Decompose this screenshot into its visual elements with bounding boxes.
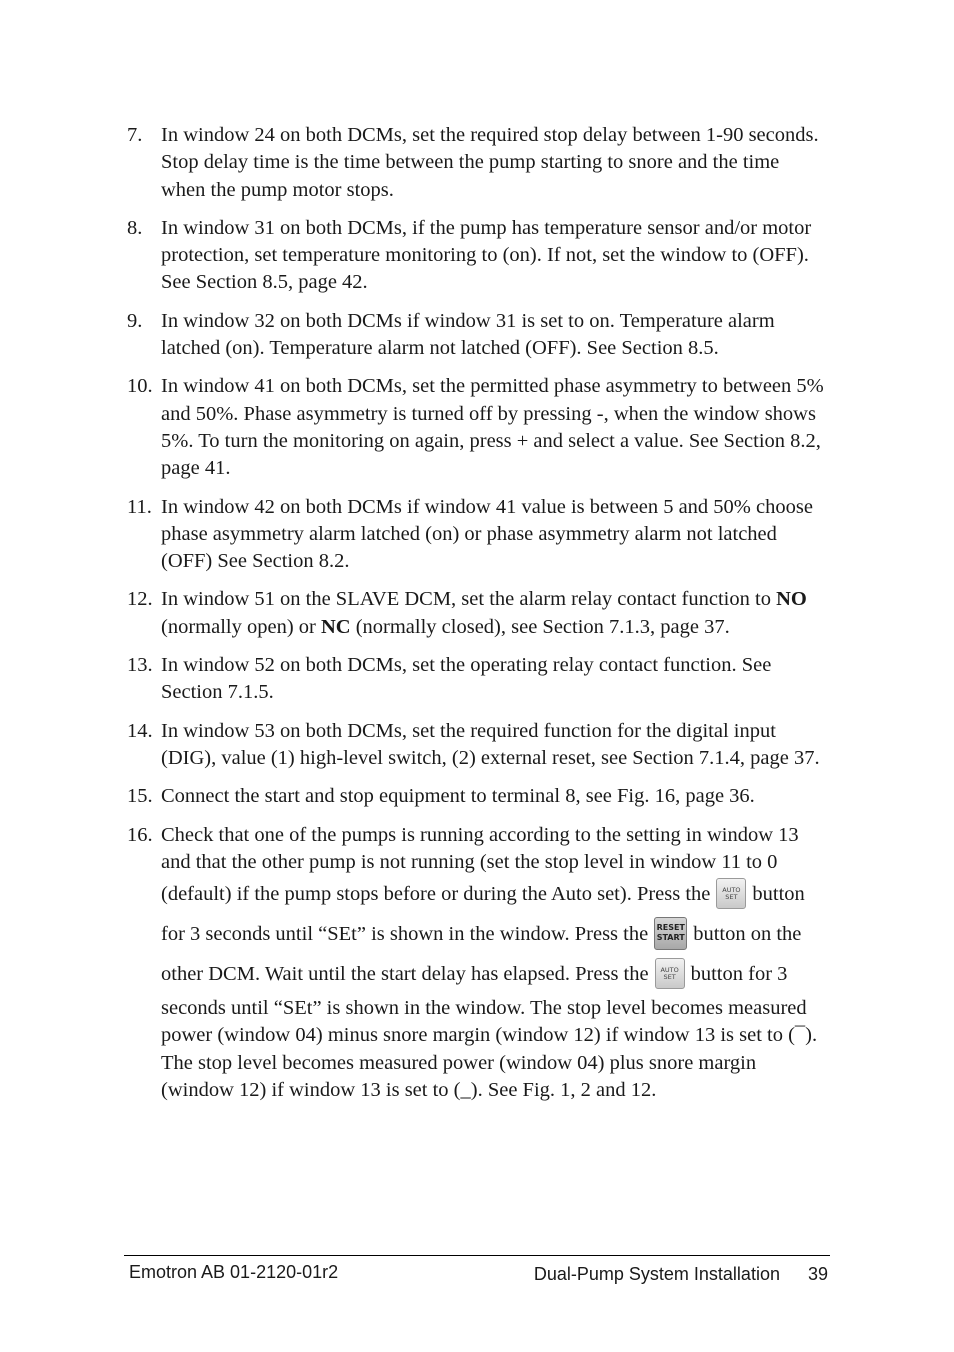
step-text-segment: button for 3 seconds until “SEt” is shown in the window. Press the: [161, 883, 805, 946]
normally-closed-abbrev: NC: [320, 615, 351, 638]
list-item: [127, 783, 827, 810]
step-text-segment: Check that one of the pumps is running according to the setting in window 13 and that the other pump is not running (set the stop level in window 11 to 0 (default) if the pump stops before or during the Auto set). Press the: [161, 823, 799, 906]
step-number: 10.: [127, 375, 153, 398]
list-item: [127, 308, 827, 363]
auto-set-label-line1: AUTO: [660, 966, 679, 975]
step-text-segment: button for 3 seconds until “SEt” is shown in the window. The stop level becomes measured power (window 04) minus snore margin (window 12) if window 13 is set to (¯). The stop level becomes measured power (window 04) plus snore margin (window 12) if window 13 is set to (_). See Fig. 1, 2 and 12.: [161, 963, 818, 1102]
list-item: [127, 822, 827, 1105]
auto-set-label-line2: SET: [663, 973, 676, 982]
reset-start-button-icon: [654, 917, 687, 950]
step-text-segment: (normally open) or: [161, 615, 321, 638]
auto-set-button-icon: [655, 958, 685, 989]
step-text-segment: (normally closed), see Section 7.1.3, page 37.: [350, 615, 730, 638]
step-text-segment: button on the other DCM. Wait until the start delay has elapsed. Press the: [161, 923, 802, 986]
reset-start-label-line1: RESET: [656, 923, 685, 933]
step-number: 8.: [127, 216, 143, 239]
footer-document-id: Emotron AB 01-2120-01r2: [129, 1262, 339, 1282]
step-number: 7.: [127, 124, 143, 146]
footer-chapter-title: Dual-Pump System Installation: [533, 1264, 780, 1284]
step-text: In window 53 on both DCMs, set the required function for the digital input (DIG), value (1) high-level switch, (2) external reset, see Section 7.1.4, page 37.: [161, 719, 820, 769]
footer-title-block: [534, 1264, 828, 1285]
step-number: 9.: [127, 309, 143, 332]
list-item: [127, 215, 827, 297]
step-number: 13.: [127, 654, 153, 677]
normally-open-abbrev: NO: [776, 588, 807, 611]
step-number: 12.: [127, 588, 153, 611]
step-text: In window 24 on both DCMs, set the required stop delay between 1-90 seconds. Stop delay time is the time between the pump starting to snore and the time when the pump motor stops.: [161, 124, 819, 201]
list-item: [127, 122, 827, 204]
step-number: 15.: [127, 785, 153, 808]
list-item: [127, 652, 827, 707]
list-item: [127, 718, 827, 773]
list-item: [127, 373, 827, 482]
step-text: [161, 824, 817, 1101]
step-number: 14.: [127, 719, 153, 742]
list-item: [127, 494, 827, 576]
step-text: In window 31 on both DCMs, if the pump has temperature sensor and/or motor protection, set temperature monitoring to (on). If not, set the window to (OFF). See Section 8.5, page 42.: [161, 216, 812, 294]
step-number: 16.: [127, 823, 153, 846]
footer-divider: [124, 1255, 830, 1256]
step-text: [161, 588, 807, 637]
step-text: In window 42 on both DCMs if window 41 value is between 5 and 50% choose phase asymmetry alarm latched (on) or phase asymmetry alarm not latched (OFF) See Section 8.2.: [161, 495, 813, 573]
auto-set-label-line2: SET: [725, 893, 738, 902]
page-number: 39: [807, 1264, 828, 1284]
step-text: In window 41 on both DCMs, set the permitted phase asymmetry to between 5% and 50%. Phase asymmetry is turned off by pressing -, when the window shows 5%. To turn the monitoring on again, press + and select a value. See Section 8.2, page 41.: [161, 375, 824, 480]
installation-steps-list: [127, 122, 827, 1115]
auto-set-label-line1: AUTO: [722, 886, 741, 895]
step-text-segment: In window 51 on the SLAVE DCM, set the alarm relay contact function to: [161, 588, 777, 611]
list-item: [127, 586, 827, 641]
step-text: In window 32 on both DCMs if window 31 is set to on. Temperature alarm latched (on). Temperature alarm not latched (OFF). See Section 8.5.: [161, 309, 775, 360]
step-number: 11.: [127, 495, 152, 518]
reset-start-label-line2: START: [656, 933, 685, 943]
step-text: In window 52 on both DCMs, set the operating relay contact function. See Section 7.1.5.: [161, 654, 772, 704]
auto-set-button-icon: [716, 878, 746, 909]
step-text: Connect the start and stop equipment to terminal 8, see Fig. 16, page 36.: [161, 785, 755, 808]
